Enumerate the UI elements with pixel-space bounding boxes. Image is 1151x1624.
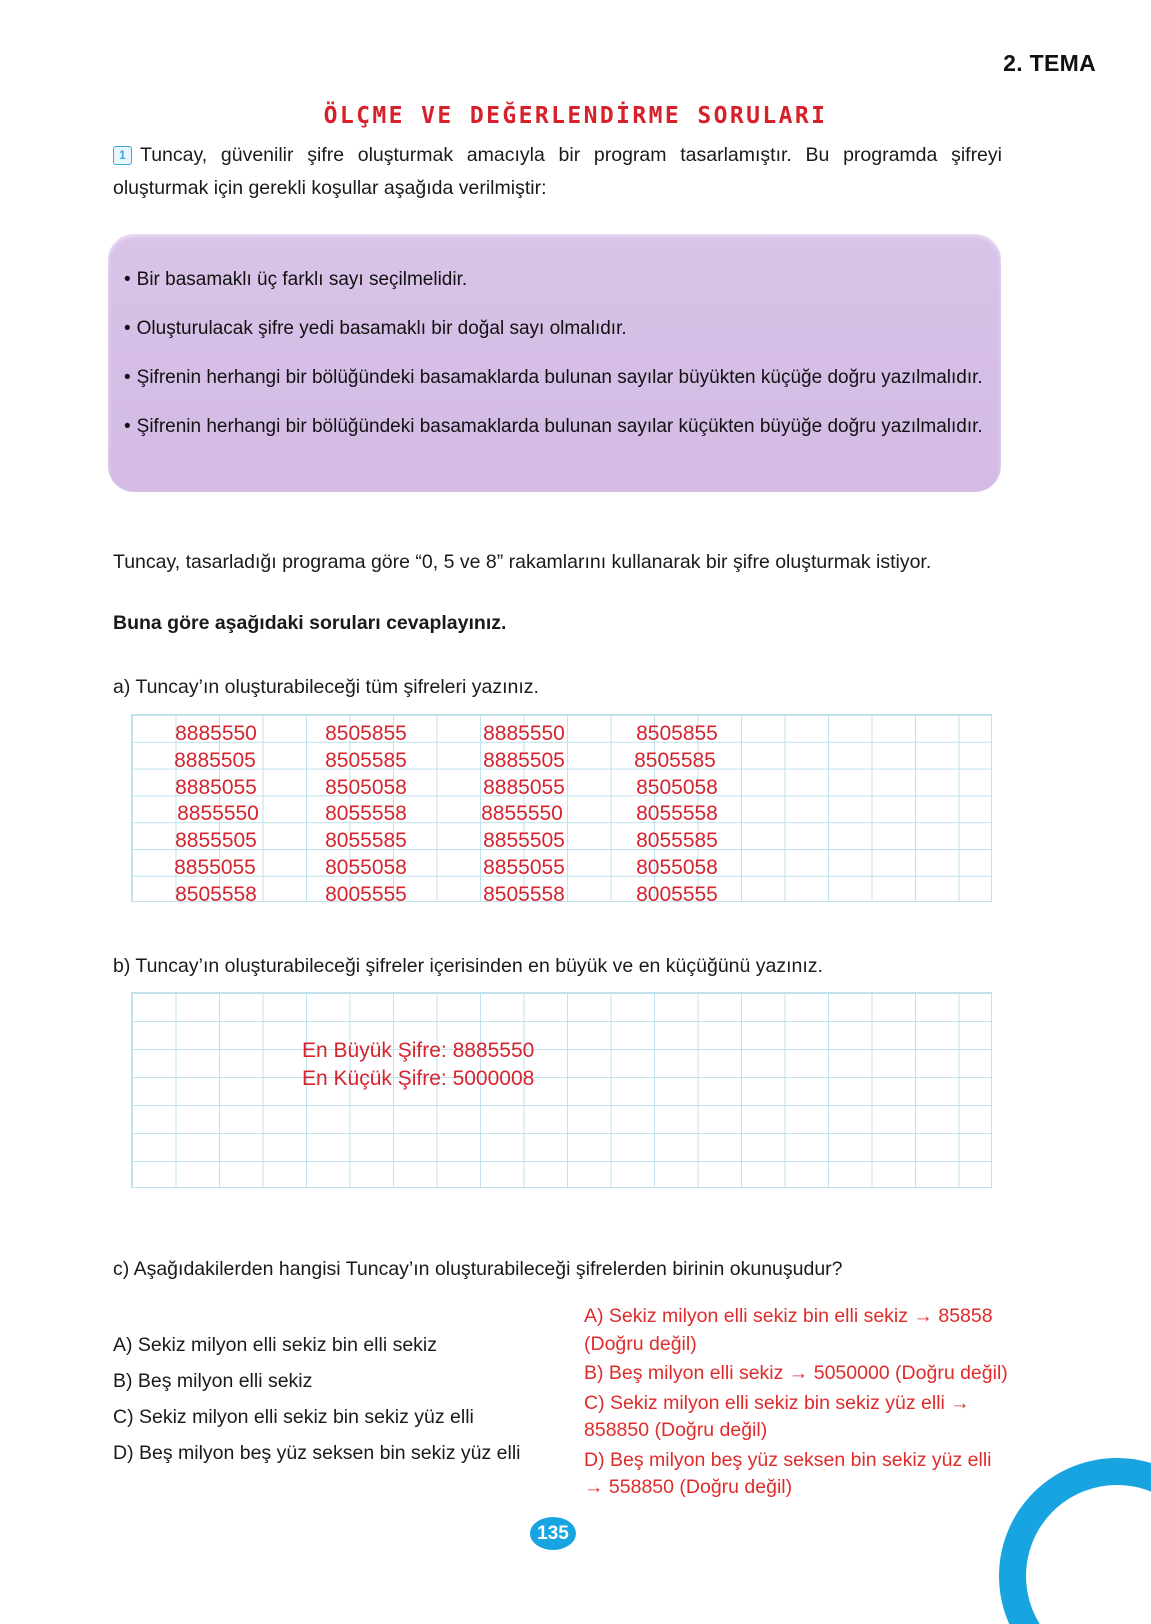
answer-cell: 8005555 [325, 882, 407, 906]
answer-cell: 8885505 [174, 748, 256, 772]
part-b-answer-grid[interactable] [131, 992, 992, 1188]
answer-cell: 8855505 [175, 829, 257, 853]
question-instruction: Buna göre aşağıdaki soruları cevaplayınız. [113, 612, 507, 634]
option-a[interactable]: A) Sekiz milyon elli sekiz bin elli sekiz [113, 1334, 438, 1356]
solution-note-a: A) Sekiz milyon elli sekiz bin elli sekiz → 85858 (Doğru değil) [584, 1305, 993, 1355]
section-title: ÖLÇME VE DEĞERLENDİRME SORULARI [323, 103, 828, 129]
smallest-password-answer: En Küçük Şifre: 5000008 [302, 1067, 535, 1090]
answer-cell: 8505855 [636, 722, 718, 745]
answer-cell: 8055058 [325, 855, 407, 879]
answer-column [607, 721, 747, 907]
bullet-icon: • [124, 318, 131, 339]
part-c-options [113, 1327, 583, 1471]
option-c[interactable]: C) Sekiz milyon elli sekiz bin sekiz yüz elli [113, 1406, 474, 1428]
part-b-prompt: b) Tuncay’ın oluşturabileceği şifreler içerisinden en büyük ve en küçüğünü yazınız. [113, 955, 823, 977]
answer-cell: 8855505 [483, 829, 565, 853]
answer-cell: 8885505 [483, 748, 565, 772]
question-intro-text: Tuncay, güvenilir şifre oluşturmak amacıyla bir program tasarlamıştır. Bu programda şifreyi oluşturmak için gerekli koşullar aşağıda verilmiştir: [113, 144, 1002, 199]
conditions-box [108, 234, 1001, 492]
answer-cell: 8505585 [634, 748, 716, 772]
condition-text: Şifrenin herhangi bir bölüğündeki basamaklarda bulunan sayılar küçükten büyüğe doğru yazılmalıdır. [136, 416, 983, 437]
answer-cell: 8855550 [177, 802, 259, 826]
answer-column [454, 721, 594, 907]
part-a-prompt: a) Tuncay’ın oluşturabileceği tüm şifreleri yazınız. [113, 676, 539, 698]
condition-item [116, 264, 987, 295]
question-statement: Tuncay, tasarladığı programa göre “0, 5 ve 8” rakamlarını kullanarak bir şifre oluşturmak istiyor. [113, 551, 932, 573]
answer-cell: 8885550 [175, 722, 257, 745]
answer-cell: 8885055 [483, 775, 565, 799]
solution-note-b: B) Beş milyon elli sekiz → 5050000 (Doğru değil) [584, 1362, 1008, 1384]
page-number: 135 [530, 1517, 576, 1550]
solution-note-c: C) Sekiz milyon elli sekiz bin sekiz yüz elli → 858850 (Doğru değil) [584, 1391, 970, 1441]
part-c-solution-notes [584, 1303, 1014, 1504]
answer-column [296, 721, 436, 907]
part-a-answer-grid[interactable] [131, 714, 992, 906]
part-a-answer-columns [132, 721, 991, 907]
answer-cell: 8505558 [483, 882, 565, 906]
theme-label: 2. TEMA [1003, 50, 1096, 76]
answer-cell: 8055558 [636, 802, 718, 826]
question-number-badge: 1 [113, 146, 132, 165]
answer-cell: 8505558 [175, 882, 257, 906]
condition-text: Bir basamaklı üç farklı sayı seçilmelidir. [136, 269, 468, 290]
bullet-icon: • [124, 416, 131, 437]
condition-item [116, 362, 987, 393]
answer-cell: 8855055 [174, 855, 256, 879]
answer-cell: 8855550 [481, 802, 563, 826]
answer-cell: 8855055 [483, 855, 565, 879]
answer-cell: 8885055 [175, 775, 257, 799]
answer-cell: 8055585 [636, 829, 718, 853]
answer-cell: 8005555 [636, 882, 718, 906]
condition-item [116, 411, 987, 442]
condition-text: Şifrenin herhangi bir bölüğündeki basamaklarda bulunan sayılar büyükten küçüğe doğru yazılmalıdır. [136, 367, 983, 388]
bullet-icon: • [124, 367, 131, 388]
answer-cell: 8055558 [325, 802, 407, 826]
answer-cell: 8505058 [325, 775, 407, 799]
conditions-list [116, 264, 987, 460]
bullet-icon: • [124, 269, 131, 290]
condition-text: Oluşturulacak şifre yedi basamaklı bir doğal sayı olmalıdır. [136, 318, 627, 339]
option-b[interactable]: B) Beş milyon elli sekiz [113, 1370, 313, 1392]
answer-column [146, 721, 286, 907]
question-intro [113, 139, 1002, 205]
corner-ring-decoration [999, 1458, 1151, 1624]
part-c-prompt: c) Aşağıdakilerden hangisi Tuncay’ın oluşturabileceği şifrelerden birinin okunuşudur? [113, 1258, 843, 1280]
part-b-answers [302, 1037, 534, 1093]
largest-password-answer: En Büyük Şifre: 8885550 [302, 1039, 535, 1062]
condition-item [116, 313, 987, 344]
answer-cell: 8885550 [483, 722, 565, 745]
answer-cell: 8505585 [325, 748, 407, 772]
answer-cell: 8505058 [636, 775, 718, 799]
option-d[interactable]: D) Beş milyon beş yüz seksen bin sekiz yüz elli [113, 1442, 521, 1464]
answer-cell: 8055585 [325, 829, 407, 853]
solution-note-d: D) Beş milyon beş yüz seksen bin sekiz yüz elli → 558850 (Doğru değil) [584, 1448, 992, 1498]
answer-cell: 8505855 [325, 722, 407, 745]
answer-cell: 8055058 [636, 855, 718, 879]
